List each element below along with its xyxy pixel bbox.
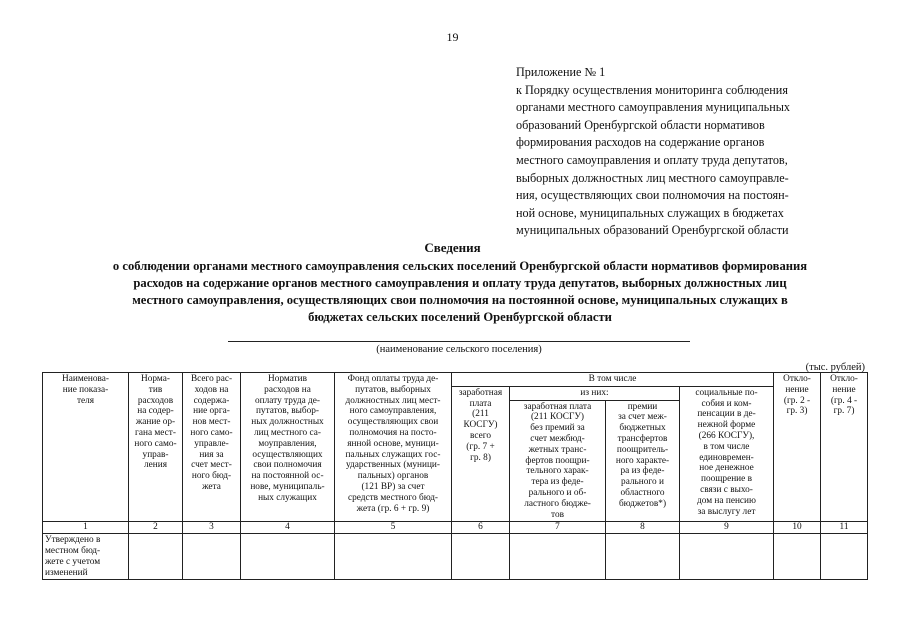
header-text-line: Норматив (267, 374, 307, 384)
header-text-line: ходов на (194, 384, 229, 395)
column-number: 6 (452, 522, 510, 534)
header-text-line: собия и ком- (701, 398, 752, 409)
header-text-line: средств местного бюд- (347, 492, 439, 503)
header-text-line: связи с выхо- (700, 484, 753, 495)
header-text-line: нение (785, 384, 809, 395)
group-in-total-header: В том числе (452, 373, 774, 387)
header-text-line: ное денежное (699, 463, 754, 474)
appendix-line: формирования расходов на содержание органов (516, 135, 765, 150)
subtitle-line: о соблюдении органами местного самоуправления сельских поселений Оренбургской области нормативов формирования (112, 259, 808, 273)
appendix-line: к Порядку осуществления мониторинга соблюдения (516, 82, 788, 97)
header-text-line: (гр. 7 + (466, 441, 495, 452)
column-number: 11 (821, 522, 868, 534)
header-text-line: моуправления, (258, 438, 317, 449)
header-text-line: трансфертов (617, 433, 668, 444)
document-subtitle (20, 258, 900, 326)
settlement-name-line[interactable] (228, 341, 690, 342)
table-cell[interactable] (452, 534, 510, 580)
header-text-line: (266 КОСГУ), (698, 430, 755, 441)
col3-header (183, 373, 241, 522)
header-text-line: осуществляющих (252, 449, 323, 460)
header-text-line: осуществляющих свои (347, 417, 439, 428)
header-text-line: путатов, выборных (355, 384, 431, 395)
header-text-line: пальных) органов (357, 471, 429, 482)
header-text-line: свои полномочия (253, 460, 322, 471)
header-text-line: социальные по- (695, 387, 758, 398)
header-text-line: ных служащих (258, 492, 317, 503)
header-text-line: путатов, выбор- (255, 406, 320, 417)
column-number: 1 (43, 522, 129, 534)
header-text-line: ления (144, 460, 167, 471)
col6-header (452, 386, 510, 522)
header-text-line: нежной форме (697, 420, 756, 431)
table-cell[interactable] (335, 534, 452, 580)
subtitle-line: бюджетах сельских поселений Оренбургской области (308, 310, 612, 324)
subtitle-line: расходов на содержание органов местного самоуправления и оплату труда депутатов, выборных должностных лиц (133, 276, 787, 290)
header-text-line: управле- (194, 438, 229, 449)
header-text-line: поощритель- (616, 444, 669, 455)
report-table (42, 372, 868, 580)
header-text-line: без премий за (530, 423, 585, 434)
header-text-line: за выслугу лет (697, 506, 756, 517)
header-text-line: (гр. 4 - (830, 395, 858, 406)
header-text-line: изменений (45, 567, 88, 578)
header-text-line: ние орга- (193, 406, 230, 417)
header-text-line: расходов на (264, 384, 311, 395)
col5-header (335, 373, 452, 522)
header-text-line: ного само- (190, 427, 233, 438)
header-text-line: содержа- (193, 395, 230, 406)
appendix-line: муниципальных образований Оренбургской области (516, 223, 789, 238)
header-text-line: теля (76, 395, 95, 406)
header-text-line: расходов (137, 395, 174, 406)
col1-header (43, 373, 129, 522)
header-text-line: ние показа- (62, 384, 109, 395)
col9-header (680, 386, 774, 522)
column-number: 7 (510, 522, 606, 534)
group-of-them-header: из них: (510, 386, 680, 400)
header-text-line: рального и (621, 477, 664, 488)
header-text-line: (121 ВР) за счет (361, 481, 425, 492)
column-number: 4 (241, 522, 335, 534)
header-text-line: пальных служащих гос- (345, 449, 441, 460)
column-number: 5 (335, 522, 452, 534)
header-text-line: заработная плата (523, 401, 592, 412)
header-text-line: янной основе, муници- (347, 438, 439, 449)
header-text-line: ных должностных (251, 417, 324, 428)
header-text-line: должностных лиц мест- (345, 395, 441, 406)
header-text-line: (211 КОСГУ) (530, 412, 585, 423)
col10-header (774, 373, 821, 522)
header-text-line: гана мест- (135, 427, 176, 438)
header-text-line: жетных транс- (528, 444, 587, 455)
settlement-name-caption: (наименование сельского поселения) (376, 344, 542, 355)
header-text-line: ударственных (муници- (345, 460, 440, 471)
column-number: 8 (606, 522, 680, 534)
column-number: 10 (774, 522, 821, 534)
header-text-line: местном бюд- (45, 545, 101, 556)
column-number: 9 (680, 522, 774, 534)
subtitle-line: местного самоуправления, осуществляющих свои полномочия на постоянной основе, муниципальных служащих в (132, 293, 788, 307)
table-cell[interactable] (129, 534, 183, 580)
header-text-line: Фонд оплаты труда де- (347, 374, 439, 384)
header-text-line: единовремен- (699, 452, 754, 463)
header-text-line: лиц местного са- (254, 427, 321, 438)
appendix-line: ния, осуществляющих свои полномочия на постоян- (516, 188, 789, 203)
header-text-line: гр. 7) (833, 406, 855, 417)
table-cell[interactable] (183, 534, 241, 580)
header-text-line: управ- (142, 449, 169, 460)
header-text-line: тов (551, 509, 564, 520)
header-text-line: в том числе (703, 441, 750, 452)
header-text-line: областного (620, 487, 665, 498)
header-text-line: ра из феде- (620, 466, 665, 477)
table-cell[interactable] (241, 534, 335, 580)
header-text-line: фертов поощри- (525, 455, 590, 466)
col11-header (821, 373, 868, 522)
header-text-line: ния за (199, 449, 224, 460)
appendix-line: выборных должностных лиц местного самоуправле- (516, 170, 789, 185)
header-text-line: жета (202, 481, 221, 492)
header-text-line: ластного бюдже- (524, 498, 591, 509)
header-text-line: гр. 8) (470, 452, 491, 463)
header-text-line: (гр. 2 - (783, 395, 811, 406)
header-text-line: рального и об- (528, 487, 587, 498)
header-text-line: счет межбюд- (530, 433, 585, 444)
col2-header (129, 373, 183, 522)
appendix-line: местного самоуправления и оплату труда депутатов, (516, 152, 788, 167)
header-text-line: пенсации в де- (697, 409, 756, 420)
col4-header (241, 373, 335, 522)
header-text-line: на постоянной ос- (251, 471, 324, 482)
header-text-line: ного бюд- (191, 471, 232, 482)
header-text-line: бюджетов*) (618, 498, 667, 509)
header-text-line: бюджетных (619, 423, 666, 434)
header-text-line: за счет меж- (618, 412, 667, 423)
header-text-line: тельного харак- (526, 466, 589, 477)
header-text-line: Откло- (830, 374, 858, 384)
column-number: 3 (183, 522, 241, 534)
header-text-line: ного характе- (615, 455, 670, 466)
appendix-line: ной основе, муниципальных служащих в бюджетах (516, 205, 784, 220)
appendix-block (516, 64, 886, 240)
header-text-line: счет мест- (191, 460, 232, 471)
column-number-row (43, 522, 868, 534)
row-label (43, 534, 129, 580)
col8-header (606, 400, 680, 522)
table-row (43, 534, 868, 580)
header-text-line: Всего рас- (190, 374, 233, 384)
header-text-line: поощрение в (701, 474, 752, 485)
header-text-line: ного самоуправления, (349, 406, 437, 417)
header-text-line: нове, муниципаль- (250, 481, 325, 492)
header-text-line: Норма- (141, 374, 170, 384)
header-text-line: нов мест- (192, 417, 231, 428)
column-number: 2 (129, 522, 183, 534)
table-cell[interactable] (680, 534, 774, 580)
header-text-line: Утверждено в (45, 535, 101, 546)
page-number: 19 (446, 30, 459, 44)
units-label: (тыс. рублей) (805, 362, 865, 373)
header-text-line: жете с учетом (45, 556, 101, 567)
header-text-line: Наименова- (62, 374, 109, 384)
appendix-line: органами местного самоуправления муниципальных (516, 100, 791, 115)
table-cell[interactable] (774, 534, 821, 580)
header-text-line: гр. 3) (786, 406, 808, 417)
table-cell[interactable] (510, 534, 606, 580)
header-text-line: оплату труда де- (255, 395, 320, 406)
header-text-line: премии (627, 401, 658, 412)
col7-header (510, 400, 606, 522)
table-cell[interactable] (821, 534, 868, 580)
document-title: Сведения (424, 240, 481, 255)
header-text-line: КОСГУ) (463, 420, 498, 431)
header-text-line: жета (гр. 6 + гр. 9) (356, 503, 430, 514)
header-text-line: на содер- (137, 406, 174, 417)
header-text-line: тера из феде- (531, 477, 584, 488)
header-text-line: заработная (458, 387, 503, 398)
header-text-line: Откло- (783, 374, 811, 384)
header-text-line: (211 (472, 409, 489, 420)
header-text-line: жание ор- (135, 417, 176, 428)
header-text-line: нение (832, 384, 856, 395)
appendix-heading: Приложение № 1 (516, 65, 606, 79)
header-text-line: тив (148, 384, 163, 395)
header-text-line: полномочия на посто- (349, 427, 437, 438)
header-text-line: ного само- (134, 438, 177, 449)
header-text-line: плата (469, 398, 492, 409)
table-cell[interactable] (606, 534, 680, 580)
header-text-line: всего (470, 430, 491, 441)
appendix-line: образований Оренбургской области нормативов (516, 117, 765, 132)
header-text-line: дом на пенсию (697, 495, 756, 506)
